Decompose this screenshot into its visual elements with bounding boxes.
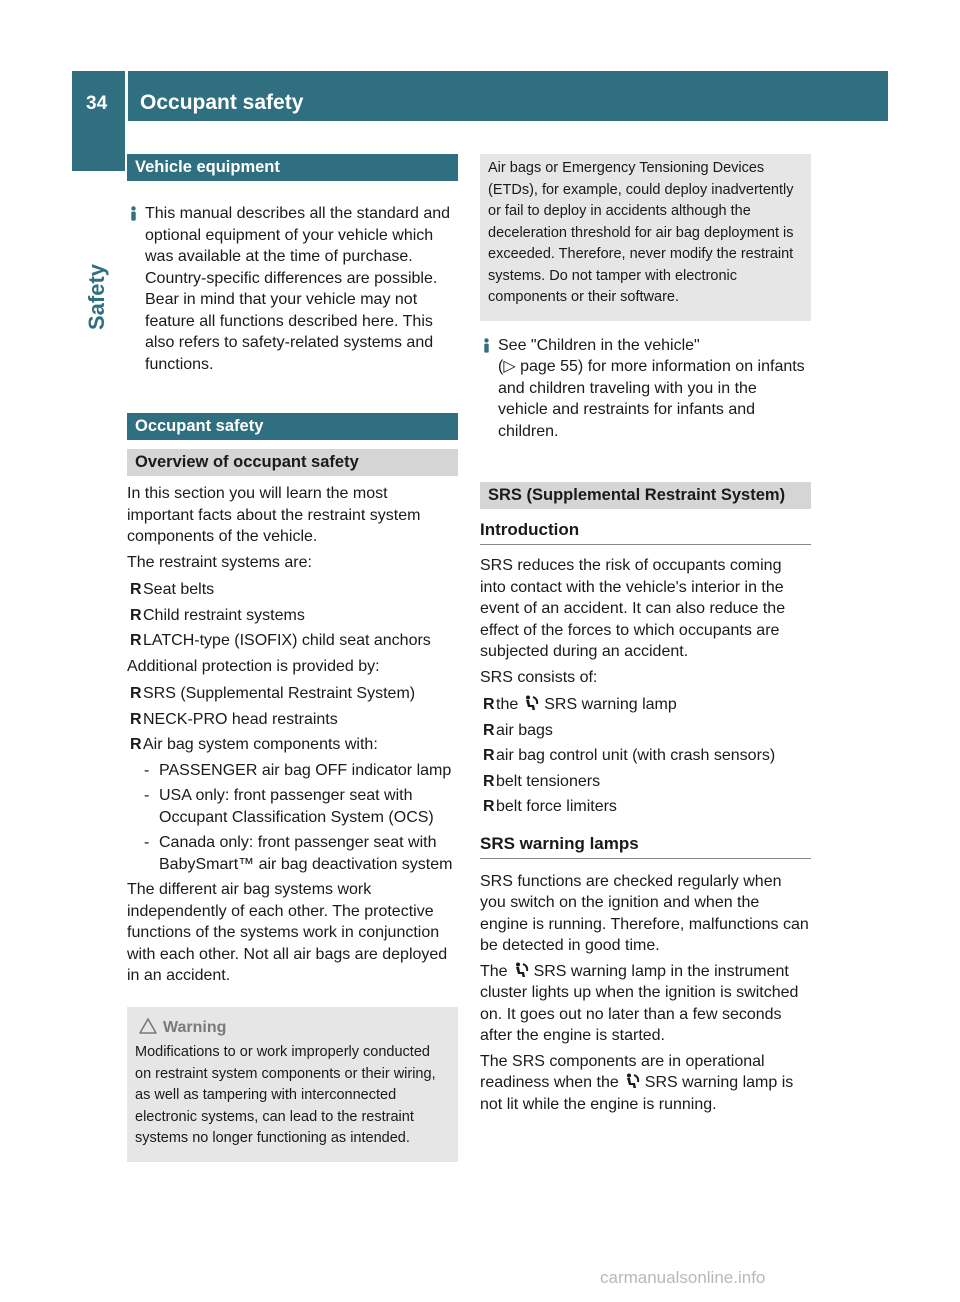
list-item: R air bag control unit (with crash sensors) bbox=[480, 745, 811, 767]
srs-warning-lamp-icon bbox=[512, 962, 530, 978]
sub-list-item: - PASSENGER air bag OFF indicator lamp bbox=[127, 760, 458, 782]
children-info-ref: (▷ page 55) for more information on infants and children traveling with you in the vehicle and restraints for infants and children. bbox=[498, 358, 805, 440]
bullet-glyph: R bbox=[130, 632, 142, 649]
srs-intro: SRS reduces the risk of occupants coming into contact with the vehicle's interior in the event of an accident. It can also reduce the effect of the forces to which occupants are subjected during an accident. bbox=[480, 557, 786, 660]
info-icon bbox=[127, 206, 140, 221]
heading-srs-warning-lamps: SRS warning lamps bbox=[480, 834, 811, 859]
bullet-glyph: R bbox=[130, 685, 142, 702]
list-item: R SRS (Supplemental Restraint System) bbox=[127, 683, 458, 705]
subsection-heading-overview: Overview of occupant safety bbox=[127, 449, 458, 476]
airbag-systems-text: The different air bag systems work independently of each other. The protective functions of the systems work in conjunction with each other. Not all air bags are deployed in an accident. bbox=[127, 881, 448, 984]
list-item: R air bags bbox=[480, 720, 811, 742]
bullet-glyph: R bbox=[483, 772, 495, 790]
lamps-text-2: The SRS warning lamp in the instrument cluster lights up when the ignition is switched on. It goes out no later than a few seconds after the engine is started. bbox=[480, 962, 799, 1044]
section-heading-occupant-safety: Occupant safety bbox=[127, 413, 458, 440]
list-item: R Air bag system components with: bbox=[127, 734, 458, 756]
bullet-glyph: R bbox=[483, 798, 495, 815]
warning-continued-text: Air bags or Emergency Tensioning Devices (ETDs), for example, could deploy inadvertently or fail to deploy in accidents although the deceleration threshold for air bag deployment is exceeded. Therefore, never modify the restraint systems. Do not tamper with electronic components or their software. bbox=[488, 160, 794, 305]
list-item: R belt tensioners bbox=[480, 771, 811, 793]
side-section-label: Safety bbox=[84, 263, 109, 330]
left-column bbox=[127, 154, 458, 1162]
bullet-glyph: R bbox=[130, 736, 142, 753]
sub-list-item: - USA only: front passenger seat with Occupant Classification System (OCS) bbox=[144, 787, 434, 826]
info-note-children bbox=[480, 335, 811, 443]
dash-glyph: - bbox=[144, 834, 150, 851]
bullet-glyph: R bbox=[483, 747, 495, 764]
lamps-text-1: SRS functions are checked regularly when you switch on the ignition and when the engine is running. Therefore, malfunctions can be detected in good time. bbox=[480, 872, 809, 954]
dash-glyph: - bbox=[144, 787, 150, 804]
warning-box-continued bbox=[480, 154, 811, 321]
restraint-list bbox=[127, 579, 458, 652]
restraint-intro: The restraint systems are: bbox=[127, 553, 312, 571]
srs-consists: SRS consists of: bbox=[480, 668, 598, 686]
side-tab-block bbox=[72, 121, 125, 171]
info-text: This manual describes all the standard and optional equipment of your vehicle which was available at the time of purchase. Country-specific differences are possible. Bear in mind that your vehicle may not feature all functions described here. This also refers to safety-related systems and functions. bbox=[145, 205, 451, 373]
warning-text: Modifications to or work improperly conducted on restraint system components or their wiring, as well as tampering with interconnected electronic systems, can lead to the restraint systems no longer functioning as intended. bbox=[135, 1044, 436, 1146]
srs-warning-lamp-icon bbox=[623, 1073, 641, 1089]
bullet-glyph: R bbox=[483, 721, 495, 739]
list-item: R belt force limiters bbox=[480, 796, 811, 818]
watermark: carmanualsonline.info bbox=[600, 1268, 766, 1287]
info-note-vehicle-equipment bbox=[127, 203, 458, 375]
list-item: R Seat belts bbox=[127, 579, 458, 601]
srs-components-list bbox=[480, 694, 811, 818]
warning-heading: Warning bbox=[135, 1017, 450, 1039]
children-info-line1: See "Children in the vehicle" bbox=[498, 336, 700, 354]
sub-list-item: - Canada only: front passenger seat with BabySmart™ air bag deactivation system bbox=[144, 834, 453, 873]
header-divider bbox=[125, 71, 128, 121]
section-heading-vehicle-equipment: Vehicle equipment bbox=[127, 154, 458, 181]
right-column bbox=[480, 154, 811, 1115]
overview-intro: In this section you will learn the most important facts about the restraint system components of the vehicle. bbox=[127, 485, 421, 545]
page-number: 34 bbox=[86, 93, 108, 114]
bullet-glyph: R bbox=[130, 710, 142, 728]
dash-glyph: - bbox=[144, 761, 150, 779]
warning-triangle-icon bbox=[139, 1018, 157, 1034]
bullet-glyph: R bbox=[130, 581, 142, 598]
heading-introduction: Introduction bbox=[480, 520, 811, 545]
list-item: R Child restraint systems bbox=[127, 605, 458, 627]
list-item: R NECK-PRO head restraints bbox=[127, 709, 458, 731]
lamps-text-3: The SRS components are in operational readiness when the SRS warning lamp is not lit while the engine is running. bbox=[480, 1052, 794, 1113]
additional-list bbox=[127, 683, 458, 875]
info-icon bbox=[480, 338, 493, 353]
bullet-glyph: R bbox=[130, 606, 142, 624]
list-item: R LATCH-type (ISOFIX) child seat anchors bbox=[127, 630, 458, 652]
page-title: Occupant safety bbox=[140, 91, 304, 114]
warning-box bbox=[127, 1007, 458, 1162]
bullet-glyph: R bbox=[483, 696, 495, 713]
srs-warning-lamp-icon bbox=[522, 695, 540, 711]
additional-intro: Additional protection is provided by: bbox=[127, 657, 380, 675]
subsection-heading-srs: SRS (Supplemental Restraint System) bbox=[480, 482, 811, 509]
list-item: R the SRS warning lamp bbox=[480, 694, 811, 716]
